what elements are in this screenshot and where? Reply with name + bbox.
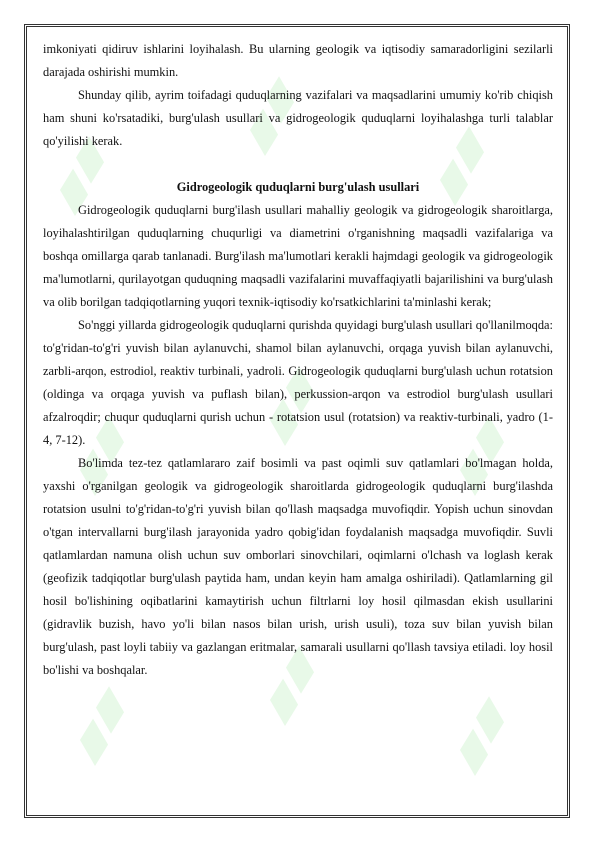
paragraph: Shunday qilib, ayrim toifadagi quduqlarning vazifalari va maqsadlarini umumiy ko'rib chiqish ham shuni ko'rsatadiki, burg'ulash usullari va gidrogeologik quduqlarni loyihalashga turli talablar qo'yilishi kerak. [43, 88, 553, 148]
paragraph: So'nggi yillarda gidrogeologik quduqlarni qurishda quyidagi burg'ulash usullari qo'llanilmoqda: to'g'ridan-to'g'ri yuvish bilan aylanuvchi, shamol bilan aylanuvchi, orqaga yuvish bilan aylanuvchi, zarbli-arqon, estrodiol, reaktiv turbinali, yadroli. Gidrogeologik quduqlarni burg'ulash uchun rotatsion (oldinga va orqaga yuvish va puflash bilan), perkussion-arqon va estrodiol burg'ulash usullari afzalroqdir; chuqur quduqlarni qurish uchun - rotatsion usul (rotatsion) va reaktiv-turbinali, yadro (1-4, 7-12). [43, 318, 553, 447]
paragraph: Bo'limda tez-tez qatlamlararo zaif bosimli va past oqimli suv qatlamlari bo'lmagan holda, yaxshi o'rganilgan geologik va gidrogeologik sharoitlarda gidrogeologik quduqlarni burg'ilashda rotatsion usulni to'g'ridan-to'g'ri yuvish bilan qo'llash maqsadga muvofiqdir. Yopish uchun sinovdan o'tgan intervallarni burg'ilash jarayonida yadro qobig'idan foydalanish maqsadga muvofiqdir. Suvli qatlamlardan namuna olish uchun suv omborlari sinovchilari, oqimlarni o'lchash va loglash kerak (geofizik tadqiqotlar burg'ulash paytida ham, undan keyin ham amalga oshiriladi). Qatlamlarning gil hosil bo'lishining oqibatlarini kamaytirish uchun filtrlarni loy hosil qilmasdan ekish usullarini (gidravlik buzish, havo yo'li bilan nasos bilan urish, urish usuli), toza suv bilan yuvish bilan burg'ulash, past loyli tabiiy va gazlangan eritmalar, samarali usullarni qo'llash tavsiya etiladi. loy hosil bo'lishi va boshqalar. [43, 456, 553, 677]
paragraph-continuation: imkoniyati qidiruv ishlarini loyihalash. Bu ularning geologik va iqtisodiy samaradorligini sezilarli darajada oshirishi mumkin. [43, 42, 553, 79]
paragraph: Gidrogeologik quduqlarni burg'ilash usullari mahalliy geologik va gidrogeologik sharoitlarga, loyihalashtirilgan quduqlarning chuqurligi va diametrini o'rganishning maqsadli vazifalariga va boshqa omillarga qarab tanlanadi. Burg'ilash ma'lumotlari kerakli hajmdagi geologik va gidrogeologik ma'lumotlarni, qurilayotgan quduqning maqsadli vazifalarini muvaffaqiyatli bajarilishini va burg'ulash va olib borilgan tadqiqotlarning yuqori texnik-iqtisodiy ko'rsatkichlarini ta'minlashi kerak; [43, 203, 553, 309]
document-body [43, 38, 553, 682]
section-heading: Gidrogeologik quduqlarni burg'ulash usullari [176, 180, 420, 194]
spacer [43, 153, 553, 176]
